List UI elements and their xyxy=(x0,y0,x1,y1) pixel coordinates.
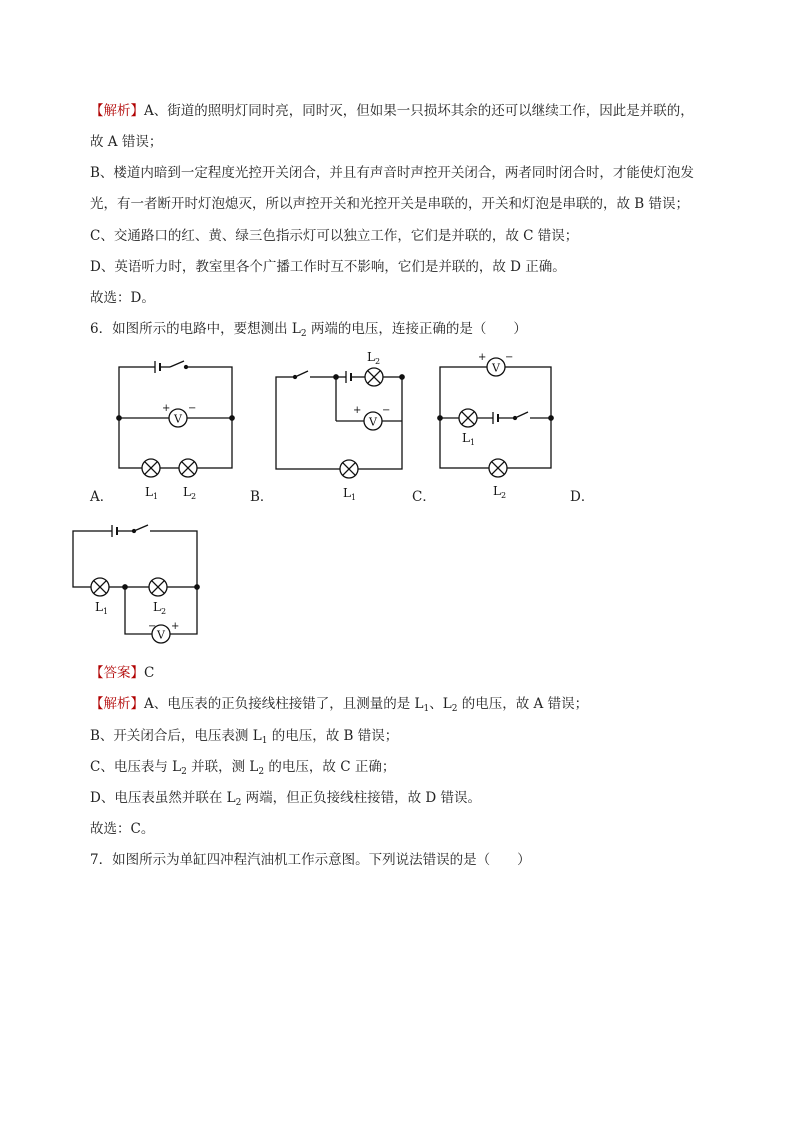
option-b-label: B． xyxy=(250,489,274,505)
lamp-l2-label: $L_2$ xyxy=(367,350,381,366)
lamp-l2-icon xyxy=(149,578,167,596)
junction-dot xyxy=(123,585,127,589)
circuit-c xyxy=(438,352,553,500)
lamp-l1-label: $L_1$ xyxy=(462,431,476,447)
lamp-l1-icon xyxy=(91,578,109,596)
junction-dot xyxy=(438,416,442,420)
q5-analysis-line-6: D、英语听力时，教室里各个广播工作时互不影响，它们是并联的，故 D 正确。 xyxy=(90,259,566,275)
circuit-d xyxy=(73,525,199,643)
lamp-l1-label: $L_1$ xyxy=(343,486,357,502)
junction-dot xyxy=(400,375,404,379)
lamp-l2-icon xyxy=(179,459,197,477)
analysis-text: A、街道的照明灯同时亮，同时灭，但如果一只损坏其余的还可以继续工作，因此是并联的， xyxy=(144,103,694,119)
option-a-label: A． xyxy=(90,489,114,505)
lamp-l1-icon xyxy=(142,459,160,477)
lamp-l2-label: $L_2$ xyxy=(183,485,197,501)
q6-analysis-line-a: 【解析】A、电压表的正负接线柱接错了，且测量的是 $L_1$、$L_2$ 的电压，故 A 错误； xyxy=(90,696,589,714)
q5-analysis-line-5: C、交通路口的红、黄、绿三色指示灯可以独立工作，它们是并联的，故 C 错误； xyxy=(90,228,579,244)
lamp-l2-label: $L_2$ xyxy=(493,484,507,500)
analysis-tag: 【解析】 xyxy=(90,696,144,712)
lamp-l1-icon xyxy=(459,409,477,427)
q7-stem: 7．如图所示为单缸四冲程汽油机工作示意图。下列说法错误的是（ ） xyxy=(90,852,531,868)
minus-label: − xyxy=(148,621,157,632)
answer-value: C xyxy=(144,665,155,681)
lamp-l1-label: $L_1$ xyxy=(95,600,109,616)
q5-analysis-line-4: 光，有一者断开时灯泡熄灭，所以声控开关和光控开关是串联的，开关和灯泡是串联的，故 B 错误； xyxy=(90,196,690,212)
junction-dot xyxy=(195,585,199,589)
lamp-l1-icon xyxy=(340,460,358,478)
circuit-a xyxy=(117,361,234,501)
voltmeter-label: V xyxy=(174,412,182,426)
voltmeter-label: V xyxy=(157,628,165,642)
q5-conclusion: 故选：D。 xyxy=(90,290,155,306)
q6-analysis-line-c: C、电压表与 $L_2$ 并联，测 $L_2$ 的电压，故 C 正确； xyxy=(90,759,396,777)
q6-stem: 6．如图所示的电路中，要想测出 $L_2$ 两端的电压，连接正确的是（ ） xyxy=(90,321,527,339)
lamp-l2-icon xyxy=(365,368,383,386)
minus-label: − xyxy=(382,405,391,416)
plus-label: + xyxy=(478,352,487,363)
q5-analysis-line-3: B、楼道内暗到一定程度光控开关闭合，并且有声音时声控开关闭合，两者同时闭合时，才能使灯泡发 xyxy=(90,165,694,181)
voltmeter-label: V xyxy=(492,361,500,375)
analysis-tag: 【解析】 xyxy=(90,103,144,119)
q6-analysis-line-b: B、开关闭合后，电压表测 $L_1$ 的电压，故 B 错误； xyxy=(90,728,399,746)
voltmeter-label: V xyxy=(369,415,377,429)
lamp-l2-label: $L_2$ xyxy=(153,600,167,616)
option-d-label: D． xyxy=(570,489,595,505)
junction-dot xyxy=(117,416,121,420)
lamp-l1-label: $L_1$ xyxy=(145,485,159,501)
junction-dot xyxy=(334,375,338,379)
q5-analysis-line-2: 故 A 错误； xyxy=(90,134,163,150)
junction-dot xyxy=(230,416,234,420)
option-c-label: C． xyxy=(412,489,436,505)
minus-label: − xyxy=(188,403,197,414)
q6-answer xyxy=(90,664,154,682)
plus-label: + xyxy=(162,403,171,414)
plus-label: + xyxy=(171,621,180,632)
junction-dot xyxy=(549,416,553,420)
plus-label: + xyxy=(353,405,362,416)
q6-conclusion: 故选：C。 xyxy=(90,821,155,837)
lamp-l2-icon xyxy=(489,459,507,477)
circuit-b xyxy=(276,350,404,502)
minus-label: − xyxy=(505,352,514,363)
q6-analysis-line-d: D、电压表虽然并联在 $L_2$ 两端，但正负接线柱接错，故 D 错误。 xyxy=(90,790,482,808)
answer-tag: 【答案】 xyxy=(90,665,144,681)
